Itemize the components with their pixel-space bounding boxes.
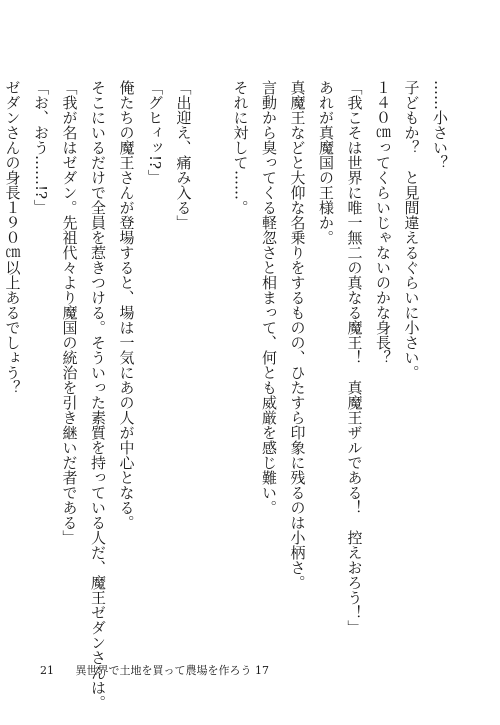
- text-line: 「我が名はゼダン。先祖代々より魔国の統治を引き継いだ者である」: [60, 80, 79, 545]
- text-line: 「お、おう……!?」: [32, 80, 50, 215]
- text-line: そこにいるだけで全員を惹きつける。そういった素質を持っている人だ、魔王ゼダンさんは。: [89, 80, 107, 710]
- page-footer: [40, 662, 269, 678]
- text-line: ゼダンさんの身長１９０㎝以上あるでしょう？: [3, 80, 22, 395]
- text-line: 子どもか？ と見間違えるぐらいに小さい。: [402, 80, 421, 380]
- text-line: 真魔王などと大仰な名乗りをするものの、ひたすら印象に残るのは小柄さ。: [288, 80, 307, 590]
- text-line: 「出迎え、痛み入る」: [174, 80, 193, 230]
- text-line: 「グヒィッ!?」: [146, 80, 164, 185]
- text-line: 「我こそは世界に唯一無二の真なる魔王！ 真魔王ザルである！ 控えおろう！」: [345, 80, 364, 635]
- text-line: それに対して……。: [231, 80, 250, 215]
- text-line: １４０㎝ってくらいじゃないのかな身長？: [374, 80, 392, 365]
- text-line: ……小さい？: [431, 80, 449, 170]
- page-number: 21: [40, 664, 54, 677]
- text-line: 言動から臭ってくる軽忽さと相まって、何とも威厳を感じ難い。: [260, 80, 278, 515]
- blank-line: [198, 80, 227, 632]
- text-line: あれが真魔国の王様か。: [317, 80, 335, 245]
- text-line: 俺たちの魔王さんが登場すると、場は一気にあの人が中心となる。: [117, 80, 136, 530]
- book-title: 異世界で土地を買って農場を作ろう 17: [75, 664, 269, 677]
